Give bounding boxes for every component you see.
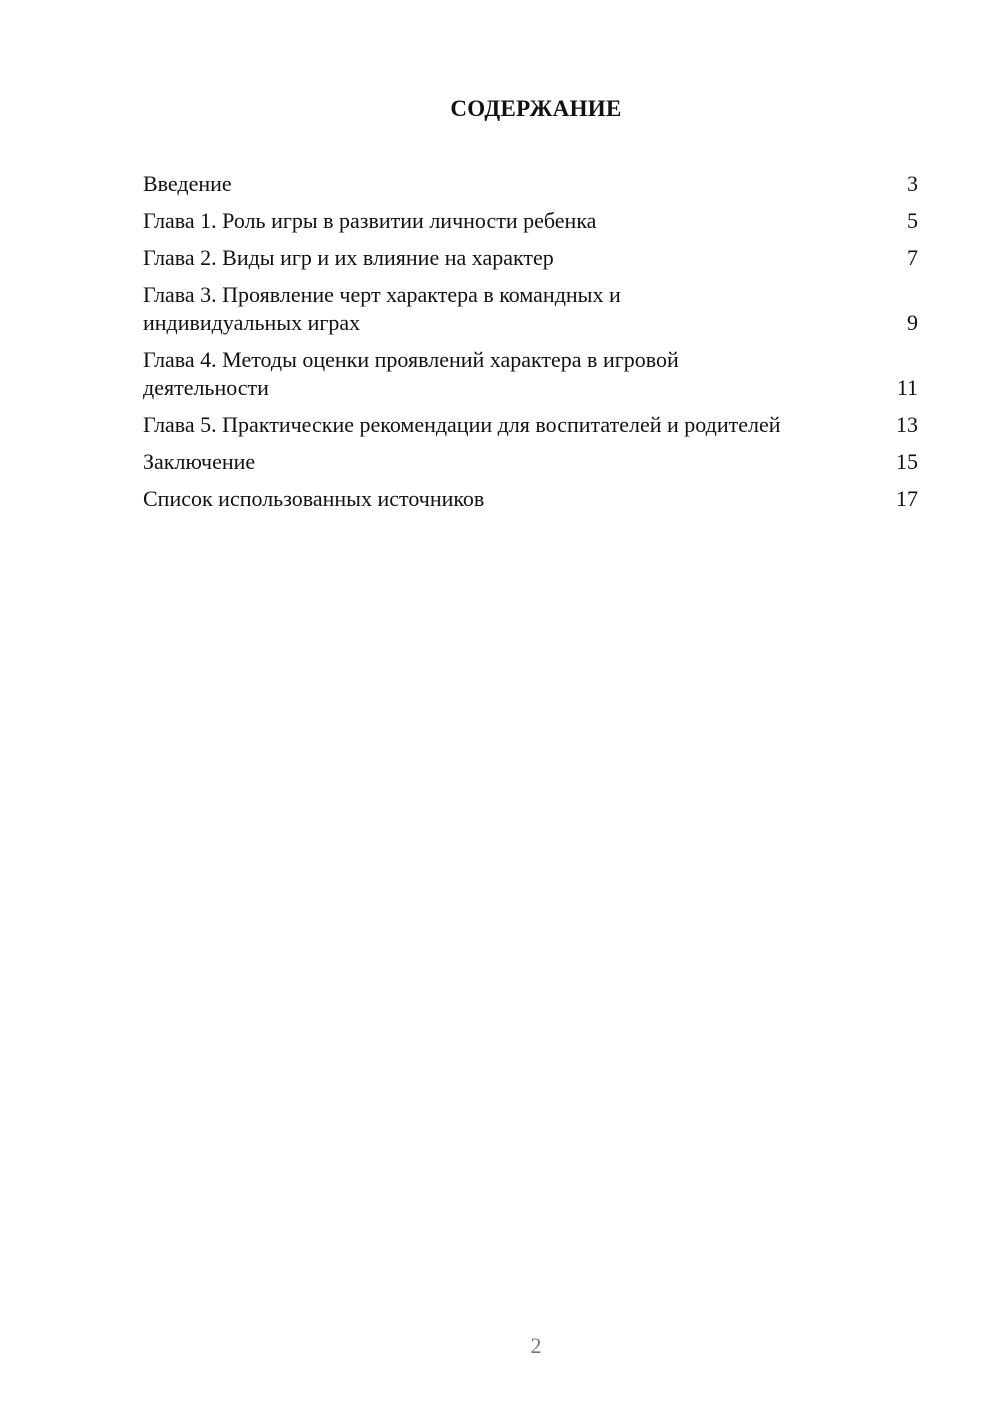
toc-entry-text: Глава 3. Проявление черт характера в командных и индивидуальных играх	[143, 282, 621, 335]
toc-entry-text: Список использованных источников	[143, 486, 485, 511]
table-of-contents	[143, 170, 918, 522]
toc-entry-chapter-4	[143, 346, 918, 402]
toc-entry-text: Глава 2. Виды игр и их влияние на характер	[143, 245, 554, 270]
toc-entry-page: 13	[896, 412, 918, 437]
toc-entry-page: 15	[896, 449, 918, 474]
toc-entry-introduction	[143, 170, 918, 198]
toc-entry-chapter-2	[143, 244, 918, 272]
toc-title: СОДЕРЖАНИЕ	[450, 96, 622, 121]
toc-entry-text: Глава 5. Практические рекомендации для воспитателей и родителей	[143, 412, 781, 437]
toc-entry-page: 5	[907, 208, 918, 233]
toc-entry-page: 11	[896, 375, 918, 400]
toc-entry-page: 9	[907, 310, 918, 335]
toc-entry-text: Глава 4. Методы оценки проявлений характера в игровой деятельности	[143, 347, 679, 400]
toc-entry-text: Заключение	[143, 449, 256, 474]
toc-entry-references	[143, 485, 918, 513]
toc-entry-chapter-1	[143, 207, 918, 235]
toc-entry-conclusion	[143, 448, 918, 476]
toc-entry-page: 7	[907, 245, 918, 270]
toc-entry-text: Глава 1. Роль игры в развитии личности ребенка	[143, 208, 597, 233]
toc-entry-text: Введение	[143, 171, 232, 196]
toc-entry-page: 17	[896, 486, 918, 511]
toc-entry-chapter-5	[143, 411, 918, 439]
toc-entry-chapter-3	[143, 281, 918, 337]
toc-entry-page: 3	[907, 171, 918, 196]
page-number: 2	[530, 1333, 542, 1358]
